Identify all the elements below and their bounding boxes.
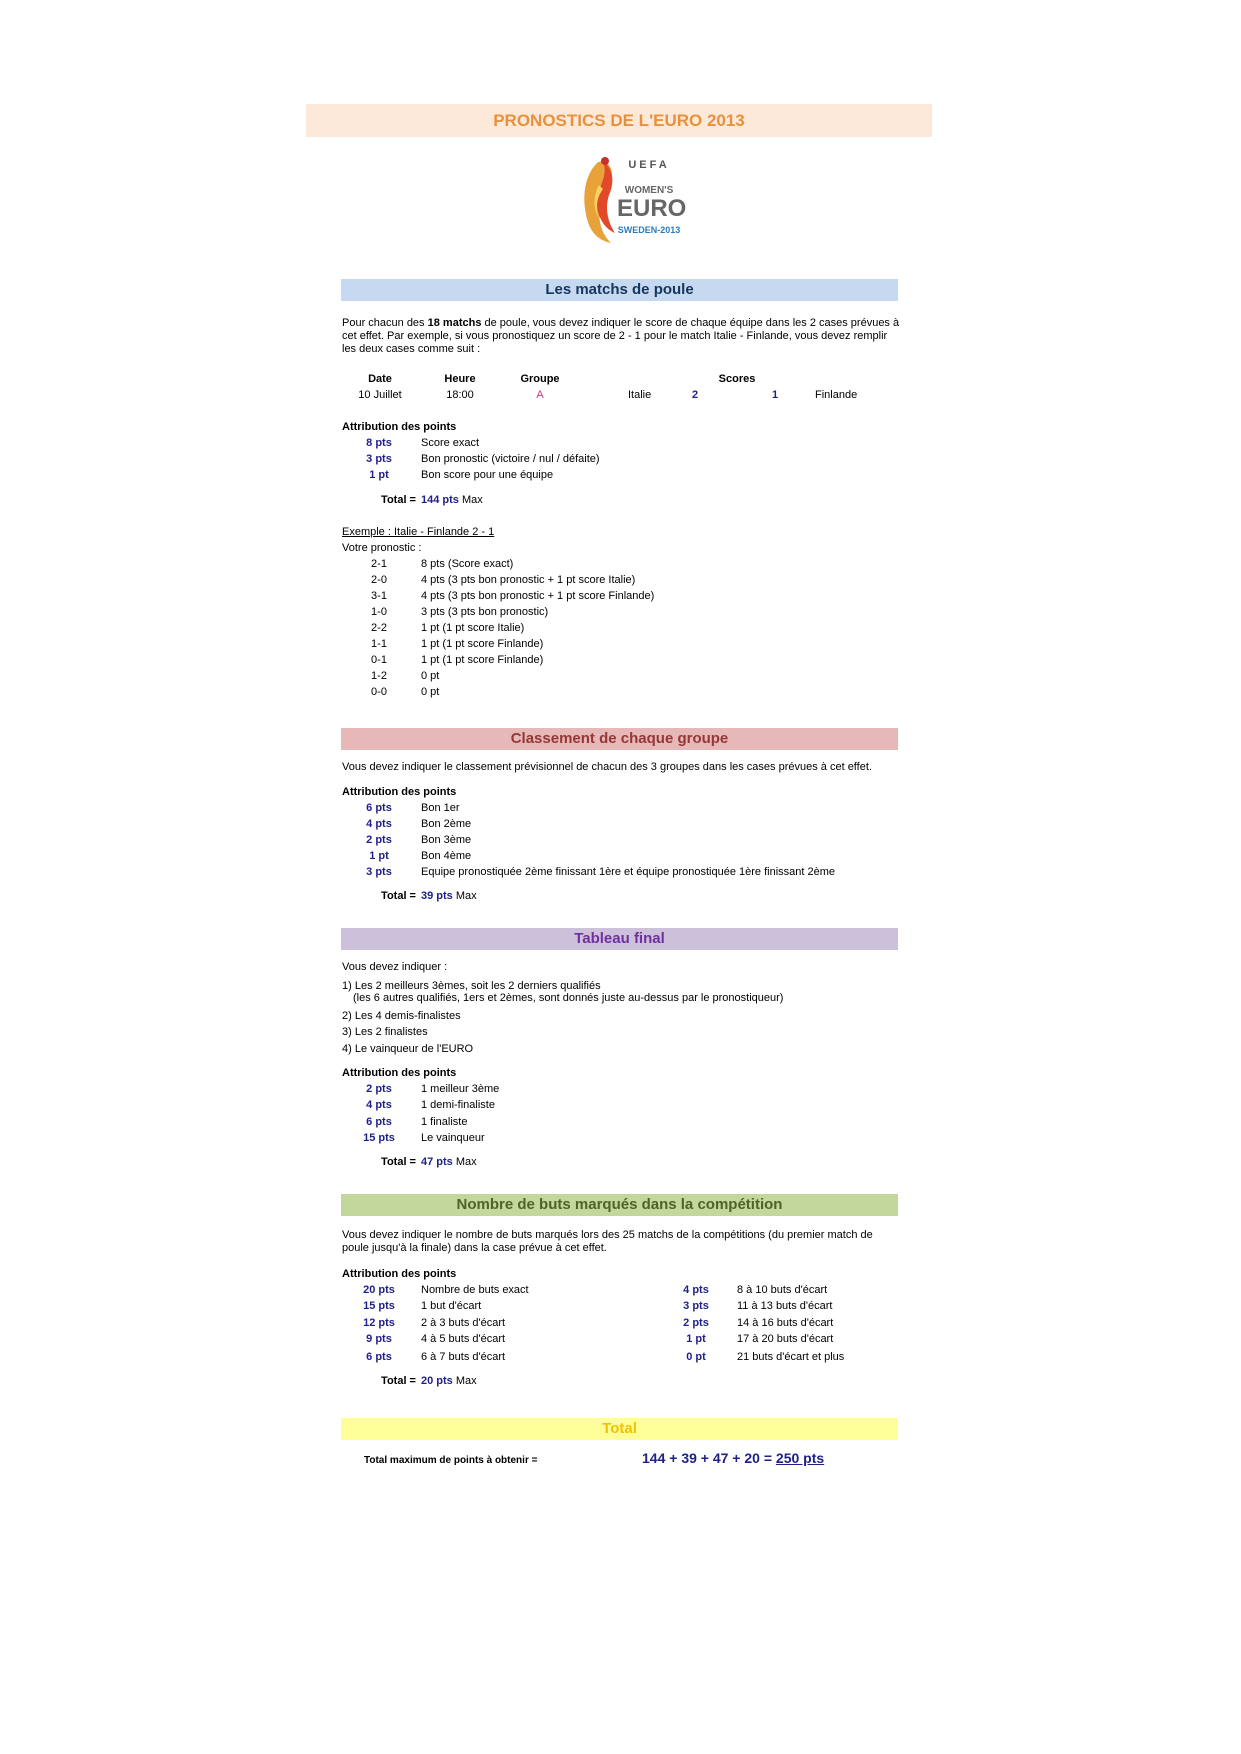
- s3-total-label: Total =: [381, 1156, 416, 1168]
- row-team2: Finlande: [815, 389, 858, 401]
- s1-total-label: Total =: [381, 494, 416, 506]
- section4-intro-line1: Vous devez indiquer le nombre de buts marqués lors des 25 matchs de la compétitions (du premier match de: [342, 1229, 873, 1241]
- ex-desc-6: 1 pt (1 pt score Finlande): [421, 654, 544, 666]
- s4l-desc-2: 2 à 3 buts d'écart: [421, 1317, 506, 1329]
- s2-pts-3: 1 pt: [369, 850, 389, 862]
- s2-pts-1: 4 pts: [366, 818, 392, 830]
- section1-intro: Pour chacun des 18 matchs de poule, vous devez indiquer le score de chaque équipe dans les 2 cases prévues à: [342, 317, 900, 329]
- ex-desc-3: 3 pts (3 pts bon pronostic): [421, 606, 549, 618]
- section2-attribution: Attribution des points: [342, 786, 457, 798]
- s3-item-0: 1) Les 2 meilleurs 3èmes, soit les 2 derniers qualifiés: [342, 980, 601, 992]
- section3-intro: Vous devez indiquer :: [342, 961, 448, 973]
- section4-intro-line2: poule jusqu'à la finale) dans la case prévue à cet effet.: [342, 1242, 607, 1254]
- section-heading-poule: Les matchs de poule: [341, 279, 898, 301]
- s2-desc-2: Bon 3ème: [421, 834, 472, 846]
- s4r-desc-1: 11 à 13 buts d'écart: [737, 1300, 833, 1312]
- s4r-desc-0: 8 à 10 buts d'écart: [737, 1284, 828, 1296]
- s1-desc-2: Bon score pour une équipe: [421, 469, 554, 481]
- page-title: PRONOSTICS DE L'EURO 2013: [306, 104, 932, 137]
- logo-sweden-text: SWEDEN-2013: [617, 225, 681, 235]
- s4r-desc-2: 14 à 16 buts d'écart: [737, 1317, 834, 1329]
- s4r-pts-3: 1 pt: [686, 1333, 706, 1345]
- s1-pts-0: 8 pts: [366, 437, 392, 449]
- row-team1: Italie: [628, 389, 652, 401]
- s4r-pts-2: 2 pts: [683, 1317, 709, 1329]
- section-heading-nombre-buts: Nombre de buts marqués dans la compétition: [341, 1194, 898, 1216]
- s4l-pts-1: 15 pts: [363, 1300, 395, 1312]
- header-groupe: Groupe: [520, 373, 560, 385]
- s3-pts-1: 4 pts: [366, 1099, 392, 1111]
- ex-desc-0: 8 pts (Score exact): [421, 558, 514, 570]
- s4r-desc-3: 17 à 20 buts d'écart: [737, 1333, 834, 1345]
- s3-desc-1: 1 demi-finaliste: [421, 1099, 495, 1111]
- s1-pts-2: 1 pt: [369, 469, 389, 481]
- ex-desc-4: 1 pt (1 pt score Italie): [421, 622, 525, 634]
- s1-total: 144 pts Max: [421, 494, 483, 506]
- s3-desc-2: 1 finaliste: [421, 1116, 468, 1128]
- s4l-pts-0: 20 pts: [363, 1284, 395, 1296]
- s2-desc-1: Bon 2ème: [421, 818, 472, 830]
- ex-score-2: 3-1: [371, 590, 387, 602]
- ex-desc-8: 0 pt: [421, 686, 440, 698]
- s4r-pts-4: 0 pt: [686, 1351, 706, 1363]
- s2-desc-0: Bon 1er: [421, 802, 460, 814]
- total-formula: 144 + 39 + 47 + 20 = 250 pts: [642, 1450, 825, 1466]
- s3-item-1: (les 6 autres qualifiés, 1ers et 2èmes, sont donnés juste au-dessus par le pronostiqueur): [353, 992, 784, 1004]
- s3-pts-2: 6 pts: [366, 1116, 392, 1128]
- ex-score-7: 1-2: [371, 670, 387, 682]
- row-heure: 18:00: [446, 389, 474, 401]
- s4r-desc-4: 21 buts d'écart et plus: [737, 1351, 845, 1363]
- uefa-womens-euro-logo: [575, 155, 685, 247]
- header-scores: Scores: [718, 373, 756, 385]
- s4-total-label: Total =: [381, 1375, 416, 1387]
- s4r-pts-1: 3 pts: [683, 1300, 709, 1312]
- s2-pts-4: 3 pts: [366, 866, 392, 878]
- logo-euro-text: EURO: [617, 195, 687, 222]
- s1-desc-0: Score exact: [421, 437, 480, 449]
- ex-score-8: 0-0: [371, 686, 387, 698]
- s1-desc-1: Bon pronostic (victoire / nul / défaite): [421, 453, 600, 465]
- s4l-desc-4: 6 à 7 buts d'écart: [421, 1351, 506, 1363]
- row-groupe: A: [536, 389, 544, 401]
- section-heading-total: Total: [341, 1418, 898, 1440]
- section-heading-classement: Classement de chaque groupe: [341, 728, 898, 750]
- header-date: Date: [368, 373, 392, 385]
- ex-desc-1: 4 pts (3 pts bon pronostic + 1 pt score Italie): [421, 574, 636, 586]
- ex-desc-7: 0 pt: [421, 670, 440, 682]
- s4l-desc-0: Nombre de buts exact: [421, 1284, 529, 1296]
- s1-pts-1: 3 pts: [366, 453, 392, 465]
- section4-attribution: Attribution des points: [342, 1268, 457, 1280]
- s4r-pts-0: 4 pts: [683, 1284, 709, 1296]
- section1-intro-line2: cet effet. Par exemple, si vous pronostiquez un score de 2 - 1 pour le match Italie - Finlande, vous devez remplir: [342, 330, 888, 342]
- s4l-pts-4: 6 pts: [366, 1351, 392, 1363]
- s3-pts-0: 2 pts: [366, 1083, 392, 1095]
- s4l-pts-2: 12 pts: [363, 1317, 395, 1329]
- header-heure: Heure: [444, 373, 476, 385]
- s3-desc-3: Le vainqueur: [421, 1132, 485, 1144]
- logo-womens-text: WOMEN'S: [624, 185, 674, 196]
- row-score1: 2: [692, 389, 699, 401]
- total-max-label: Total maximum de points à obtenir =: [364, 1455, 538, 1466]
- s3-item-2: 2) Les 4 demis-finalistes: [342, 1010, 461, 1022]
- s3-total: 47 pts Max: [421, 1156, 477, 1168]
- ex-score-5: 1-1: [371, 638, 387, 650]
- ex-desc-5: 1 pt (1 pt score Finlande): [421, 638, 544, 650]
- s4l-pts-3: 9 pts: [366, 1333, 392, 1345]
- logo-uefa-text: UEFA: [628, 159, 670, 171]
- s4-total: 20 pts Max: [421, 1375, 477, 1387]
- s2-total: 39 pts Max: [421, 890, 477, 902]
- s3-desc-0: 1 meilleur 3ème: [421, 1083, 500, 1095]
- section-heading-tableau-final: Tableau final: [341, 928, 898, 950]
- s3-item-4: 4) Le vainqueur de l'EURO: [342, 1043, 474, 1055]
- section1-attribution: Attribution des points: [342, 421, 457, 433]
- s3-item-3: 3) Les 2 finalistes: [342, 1026, 428, 1038]
- votre-pronostic: Votre pronostic :: [342, 542, 422, 554]
- row-date: 10 Juillet: [358, 389, 402, 401]
- section1-intro-line3: les deux cases comme suit :: [342, 343, 481, 355]
- row-score2: 1: [772, 389, 779, 401]
- section2-intro: Vous devez indiquer le classement prévisionnel de chacun des 3 groupes dans les cases prévues à cet effet.: [342, 761, 872, 773]
- section3-attribution: Attribution des points: [342, 1067, 457, 1079]
- ex-score-6: 0-1: [371, 654, 387, 666]
- s4l-desc-1: 1 but d'écart: [421, 1300, 482, 1312]
- ex-score-3: 1-0: [371, 606, 387, 618]
- ex-score-1: 2-0: [371, 574, 387, 586]
- s2-pts-0: 6 pts: [366, 802, 392, 814]
- s2-pts-2: 2 pts: [366, 834, 392, 846]
- s2-desc-4: Equipe pronostiquée 2ème finissant 1ère et équipe pronostiquée 1ère finissant 2ème: [421, 866, 835, 878]
- ex-desc-2: 4 pts (3 pts bon pronostic + 1 pt score Finlande): [421, 590, 655, 602]
- ex-score-0: 2-1: [371, 558, 387, 570]
- total-result: 250 pts: [775, 1450, 825, 1466]
- s2-total-label: Total =: [381, 890, 416, 902]
- s2-desc-3: Bon 4ème: [421, 850, 472, 862]
- s3-pts-3: 15 pts: [363, 1132, 395, 1144]
- example-title: Exemple : Italie - Finlande 2 - 1: [342, 526, 495, 538]
- s4l-desc-3: 4 à 5 buts d'écart: [421, 1333, 506, 1345]
- ex-score-4: 2-2: [371, 622, 387, 634]
